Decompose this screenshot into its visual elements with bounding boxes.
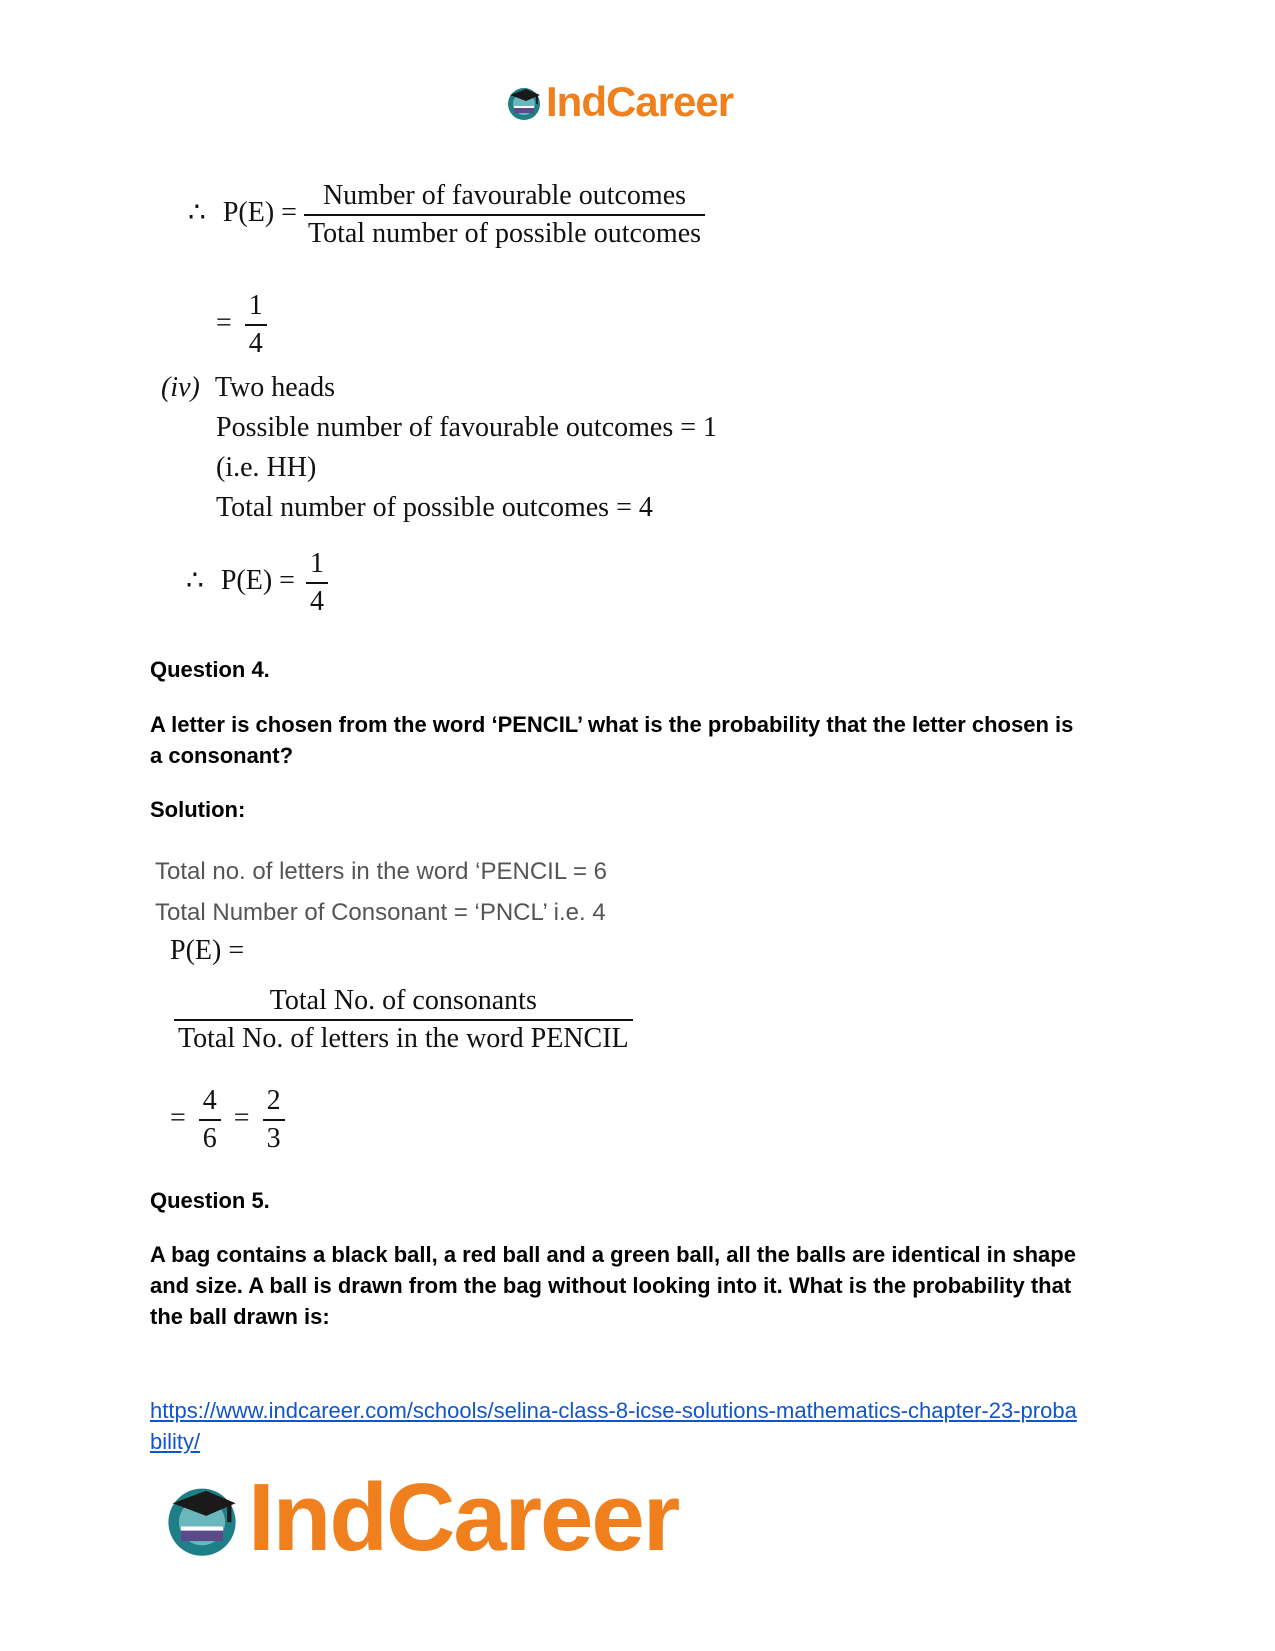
consonant-fraction [174, 985, 633, 1055]
result-fraction [306, 548, 328, 618]
equals-sign: = [170, 1102, 186, 1134]
fraction-denominator: Total No. of letters in the word PENCIL [174, 1019, 633, 1055]
brand-name: IndCareer [546, 78, 734, 125]
therefore-symbol: ∴ [186, 565, 204, 597]
q4-result [170, 1085, 285, 1155]
source-link-line2[interactable]: bility/ [150, 1429, 201, 1454]
question-4-text-line2: a consonant? [150, 743, 294, 768]
footer-logo [160, 1463, 678, 1573]
solution-line-consonants: Total Number of Consonant = ‘PNCL’ i.e. 4 [155, 899, 606, 926]
formula-denominator: Total number of possible outcomes [304, 214, 705, 250]
header-logo [504, 78, 733, 126]
probability-formula [304, 180, 705, 250]
part-title: Two heads [214, 372, 335, 403]
part4-line-favourable: Possible number of favourable outcomes = 1 [216, 412, 718, 443]
result-fraction-unsimplified [199, 1085, 221, 1155]
fraction-numerator: 2 [266, 1085, 281, 1116]
formula-block [188, 180, 705, 250]
part4-line-ie: (i.e. HH) [216, 452, 317, 483]
result-fraction-simplified [263, 1085, 285, 1155]
graduation-cap-globe-icon [504, 82, 544, 122]
question-5-text-line2: and size. A ball is drawn from the bag without looking into it. What is the probability that [150, 1273, 1072, 1298]
question-5-heading: Question 5. [150, 1188, 270, 1213]
question-4-heading: Question 4. [150, 657, 270, 682]
part4-result [186, 548, 328, 618]
fraction-numerator: 1 [309, 548, 324, 579]
equals-sign: = [216, 307, 232, 339]
q4-pe-label: P(E) = [170, 935, 245, 966]
solution-label: Solution: [150, 797, 246, 822]
fraction-denominator: 4 [306, 582, 328, 618]
result-fraction [245, 290, 267, 360]
question-5-text-line3: the ball drawn is: [150, 1304, 330, 1329]
therefore-symbol: ∴ [188, 197, 206, 229]
graduation-cap-globe-icon [160, 1476, 244, 1560]
fraction-denominator: 4 [245, 324, 267, 360]
question-4-text-line1: A letter is chosen from the word ‘PENCIL’ what is the probability that the letter chosen is [150, 712, 1074, 737]
pe-label: P(E) = [222, 197, 297, 229]
source-link[interactable] [150, 1395, 1130, 1457]
pe-label: P(E) = [220, 565, 295, 597]
question-5-text-line1: A bag contains a black ball, a red ball and a green ball, all the balls are identical in shape [150, 1242, 1076, 1267]
fraction-numerator: 1 [248, 290, 263, 321]
formula-numerator: Number of favourable outcomes [322, 180, 687, 211]
equals-sign: = [233, 1102, 250, 1134]
brand-name: IndCareer [248, 1464, 679, 1571]
fraction-denominator: 6 [199, 1119, 221, 1155]
fraction-denominator: 3 [263, 1119, 285, 1155]
fraction-numerator: 4 [202, 1085, 217, 1116]
part-label: (iv) [161, 372, 200, 403]
source-link-line1[interactable]: https://www.indcareer.com/schools/selina-class-8-icse-solutions-mathematics-chapter-23-proba [150, 1398, 1077, 1423]
part3-result [216, 290, 267, 360]
part4-heading [161, 372, 335, 404]
q4-fraction [174, 985, 633, 1055]
solution-line-letters: Total no. of letters in the word ‘PENCIL = 6 [155, 858, 608, 885]
part4-line-total: Total number of possible outcomes = 4 [216, 492, 653, 523]
fraction-numerator: Total No. of consonants [269, 985, 537, 1016]
